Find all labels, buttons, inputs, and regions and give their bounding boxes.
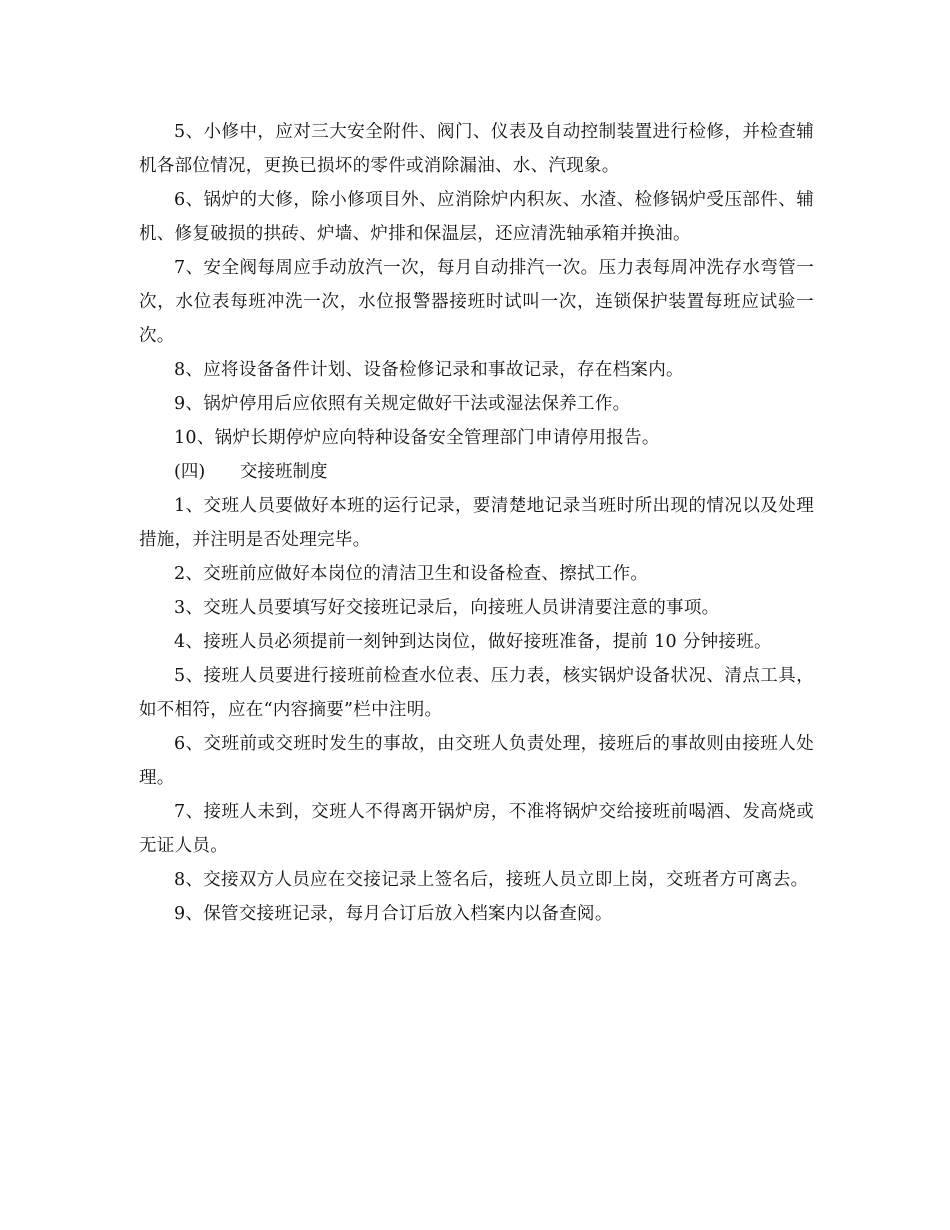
section-title: 交接班制度 (240, 462, 328, 482)
paragraph-shutdown-report: 10、锅炉长期停炉应向特种设备安全管理部门申请停用报告。 (174, 428, 660, 448)
paragraph-minor-repair: 5、小修中，应对三大安全附件、阀门、仪表及自动控制装置进行检修，并检查辅机各部位情况，更换已损坏的零件或消除漏油、水、汽现象。 (139, 122, 814, 176)
paragraph-handover-notes: 3、交班人员要填写好交接班记录后，向接班人员讲清要注意的事项。 (174, 598, 720, 618)
paragraph-cleaning: 2、交班前应做好本岗位的清洁卫生和设备检查、擦拭工作。 (174, 564, 649, 584)
paragraph-major-repair: 6、锅炉的大修，除小修项目外、应消除炉内积灰、水渣、检修锅炉受压部件、辅机、修复破损的拱砖、炉墙、炉排和保温层，还应清洗轴承箱并换油。 (139, 190, 814, 244)
paragraph-arrival: 4、接班人员必须提前一刻钟到达岗位，做好接班准备，提前 10 分钟接班。 (174, 632, 772, 652)
paragraph-absence: 7、接班人未到，交班人不得离开锅炉房，不准将锅炉交给接班前喝酒、发高烧或无证人员。 (139, 802, 814, 856)
paragraph-inspection: 5、接班人员要进行接班前检查水位表、压力表，核实锅炉设备状况、清点工具，如不相符，应在“内容摘要”栏中注明。 (139, 666, 814, 720)
section-number: (四) (174, 462, 206, 482)
paragraph-signature: 8、交接双方人员应在交接记录上签名后，接班人员立即上岗，交班者方可离去。 (174, 870, 809, 890)
paragraph-maintenance: 9、锅炉停用后应依照有关规定做好干法或湿法保养工作。 (174, 394, 631, 414)
section-heading (139, 455, 814, 489)
paragraph-accidents: 6、交班前或交班时发生的事故，由交班人负责处理，接班后的事故则由接班人处理。 (139, 734, 814, 788)
paragraph-archive: 9、保管交接班记录，每月合订后放入档案内以备查阅。 (174, 904, 613, 924)
paragraph-shift-record: 1、交班人员要做好本班的运行记录，要清楚地记录当班时所出现的情况以及处理措施，并注明是否处理完毕。 (139, 496, 814, 550)
document-body (139, 115, 814, 931)
paragraph-records: 8、应将设备备件计划、设备检修记录和事故记录，存在档案内。 (174, 360, 684, 380)
paragraph-safety-valve: 7、安全阀每周应手动放汽一次，每月自动排汽一次。压力表每周冲洗存水弯管一次，水位表每班冲洗一次，水位报警器接班时试叫一次，连锁保护装置每班应试验一次。 (139, 258, 814, 346)
